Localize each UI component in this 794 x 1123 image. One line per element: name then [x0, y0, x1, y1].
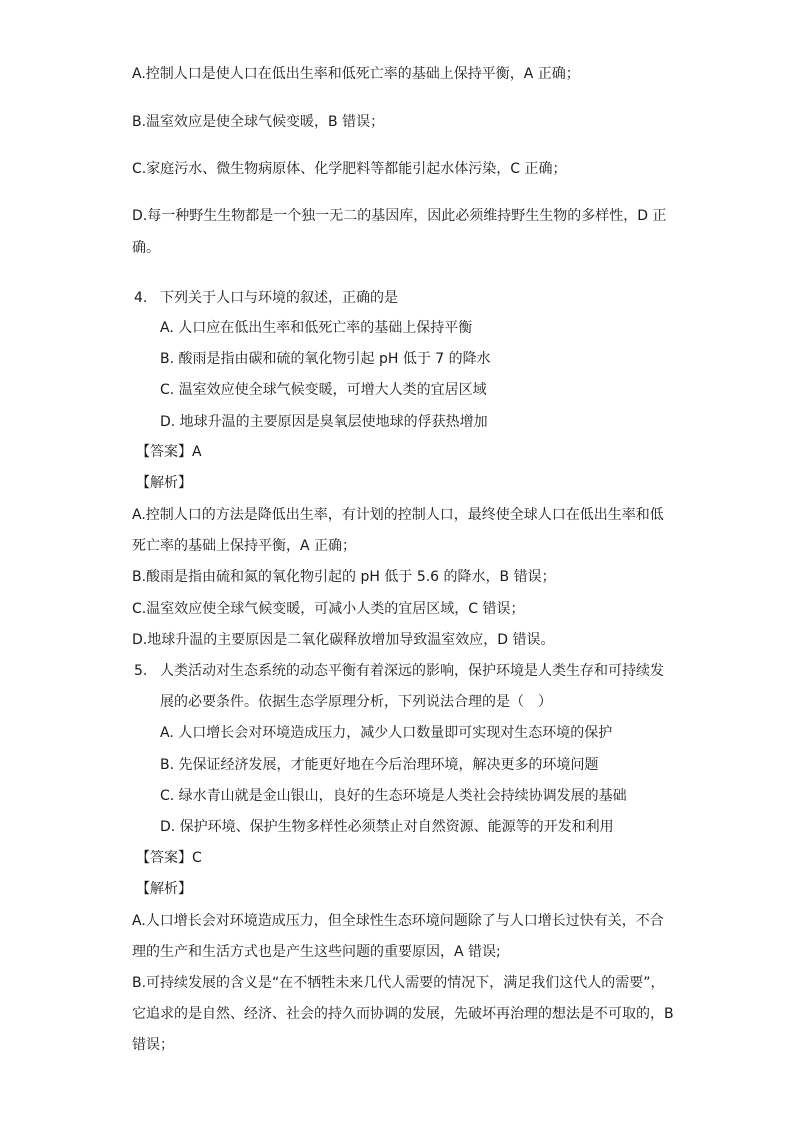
prev-analysis-line-a: A.控制人口是使人口在低出生率和低死亡率的基础上保持平衡，A 正确； — [132, 66, 580, 82]
question-4-option-a: A. 人口应在低出生率和低死亡率的基础上保持平衡 — [160, 320, 473, 336]
question-4-option-d: D. 地球升温的主要原因是臭氧层使地球的俘获热增加 — [160, 414, 488, 430]
question-4-answer: 【答案】A — [136, 444, 202, 460]
question-4-option-b: B. 酸雨是指由碳和硫的氧化物引起 pH 低于 7 的降水 — [160, 351, 491, 367]
prev-analysis-line-b: B.温室效应是使全球气候变暖，B 错误； — [132, 114, 385, 130]
question-5-analysis-line: 错误； — [132, 1037, 174, 1053]
question-5-option-b: B. 先保证经济发展，才能更好地在今后治理环境，解决更多的环境问题 — [160, 757, 599, 773]
prev-analysis-line-d: D.每一种野生生物都是一个独一无二的基因库，因此必须维持野生生物的多样性，D 正 — [132, 208, 667, 224]
question-4-analysis-label: 【解析】 — [136, 475, 192, 491]
question-5-number: 5. — [134, 663, 148, 679]
question-5-stem-line-2: 展的必要条件。依据生态学原理分析，下列说法合理的是（ ） — [160, 694, 552, 710]
question-5-analysis-line: 理的生产和生活方式也是产生这些问题的重要原因，A 错误; — [132, 944, 501, 960]
question-5-option-d: D. 保护环境、保护生物多样性必须禁止对自然资源、能源等的开发和利用 — [160, 819, 614, 835]
question-4-analysis-line: A.控制人口的方法是降低出生率，有计划的控制人口，最终使全球人口在低出生率和低 — [132, 507, 664, 523]
question-5-analysis-line: A.人口增长会对环境造成压力，但全球性生态环境问题除了与人口增长过快有关，不合 — [132, 913, 664, 929]
prev-analysis-line-d-cont: 确。 — [132, 240, 160, 256]
question-5-answer: 【答案】C — [136, 850, 202, 866]
prev-analysis-line-c: C.家庭污水、微生物病原体、化学肥料等都能引起水体污染，C 正确； — [132, 161, 567, 177]
question-4-analysis-line: B.酸雨是指由硫和氮的氧化物引起的 pH 低于 5.6 的降水，B 错误； — [132, 569, 556, 585]
question-4-option-c: C. 温室效应使全球气候变暖，可增大人类的宜居区域 — [160, 382, 487, 398]
question-4-analysis-line: C.温室效应使全球气候变暖，可减小人类的宜居区域，C 错误； — [132, 601, 525, 617]
question-4-analysis-line: D.地球升温的主要原因是二氧化碳释放增加导致温室效应，D 错误。 — [132, 632, 555, 648]
question-5-analysis-line: B.可持续发展的含义是“在不牺牲未来几代人需要的情况下，满足我们这代人的需要”， — [132, 975, 665, 991]
question-5-option-a: A. 人口增长会对环境造成压力，减少人口数量即可实现对生态环境的保护 — [160, 725, 613, 741]
question-4-stem: 下列关于人口与环境的叙述，正确的是 — [160, 290, 398, 306]
question-4-analysis-line: 死亡率的基础上保持平衡，A 正确； — [132, 538, 357, 554]
question-4-number: 4. — [134, 290, 148, 306]
question-5-analysis-label: 【解析】 — [136, 881, 192, 897]
question-5-analysis-line: 它追求的是自然、经济、社会的持久而协调的发展，先破坏再治理的想法是不可取的，B — [132, 1006, 674, 1022]
question-5-option-c: C. 绿水青山就是金山银山，良好的生态环境是人类社会持续协调发展的基础 — [160, 788, 627, 804]
question-5-stem-line-1: 人类活动对生态系统的动态平衡有着深远的影响，保护环境是人类生存和可持续发 — [160, 663, 664, 679]
